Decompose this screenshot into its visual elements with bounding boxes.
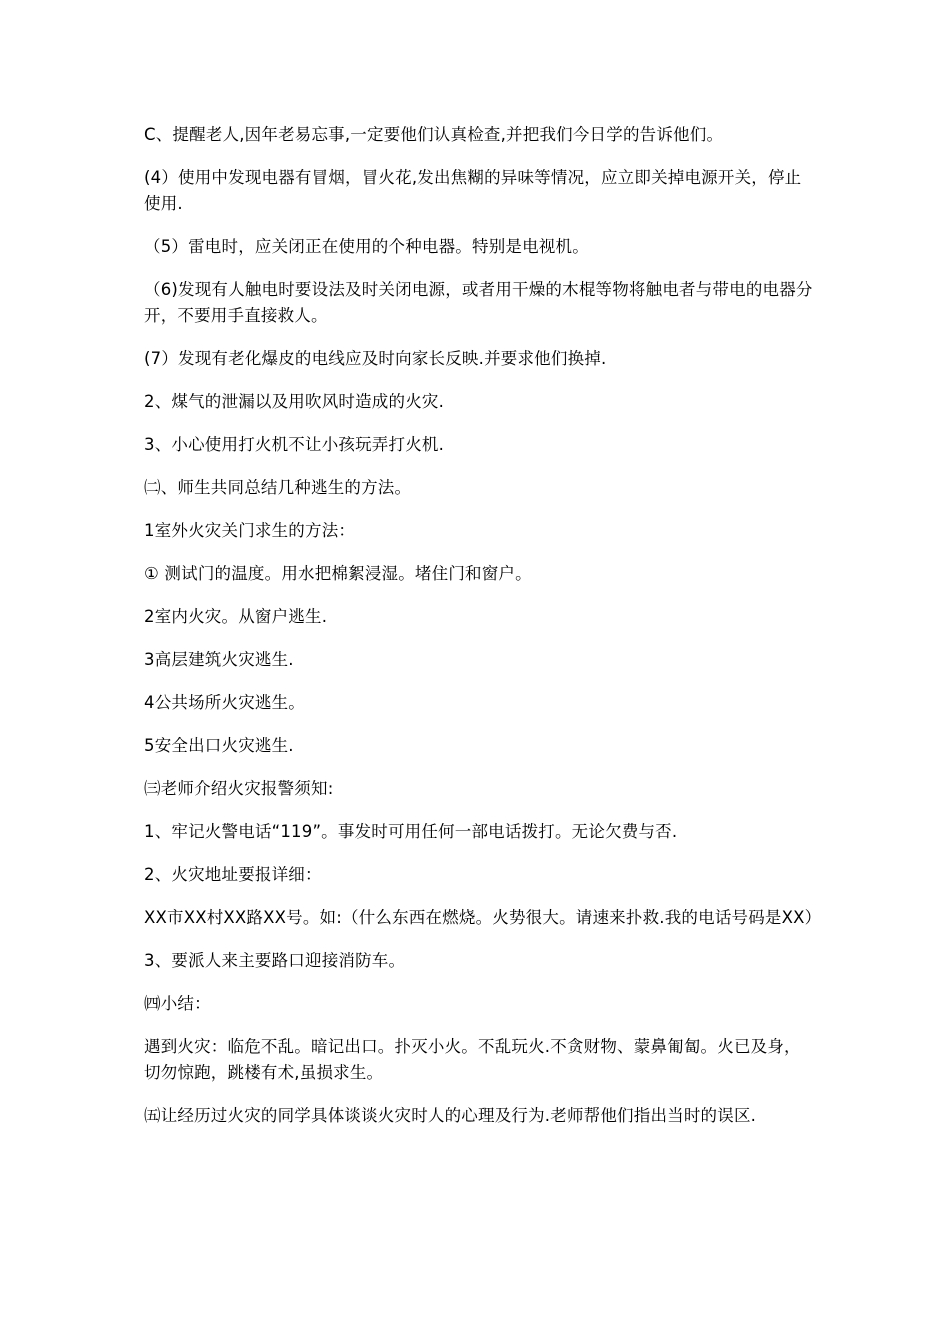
list-item-escape-2: 2室内火灾。从窗户逃生.	[144, 607, 328, 626]
paragraph-c-remind-elderly: C、提醒老人,因年老易忘事,一定要他们认真检查,并把我们今日学的告诉他们。	[144, 125, 724, 144]
list-item-escape-3: 3高层建筑火灾逃生.	[144, 650, 294, 669]
section-heading-escape-methods: ㈡、师生共同总结几种逃生的方法。	[144, 478, 412, 497]
paragraph-7-aging-wires: (7）发现有老化爆皮的电线应及时向家长反映.并要求他们换掉.	[144, 349, 607, 368]
list-item-escape-4: 4公共场所火灾逃生。	[144, 693, 305, 712]
section-heading-discussion: ㈤让经历过火灾的同学具体谈谈火灾时人的心理及行为.老师帮他们指出当时的误区.	[144, 1106, 757, 1125]
paragraph-5-thunderstorm: （5）雷电时，应关闭正在使用的个种电器。特别是电视机。	[144, 237, 589, 256]
address-example: XX市XX村XX路XX号。如:（什么东西在燃烧。火势很大。请速来扑救.我的电话号码是XX）	[144, 908, 822, 927]
paragraph-4-smoke-spark: (4）使用中发现电器有冒烟，冒火花,发出焦糊的异味等情况，应立即关掉电源开关，停止使用.	[144, 168, 802, 213]
paragraph-2-gas-leak: 2、煤气的泄漏以及用吹风时造成的火灾.	[144, 392, 445, 411]
list-item-escape-1-detail: ① 测试门的温度。用水把棉絮浸湿。堵住门和窗户。	[144, 564, 532, 583]
list-item-alarm-2: 2、火灾地址要报详细：	[144, 865, 322, 884]
list-item-alarm-3: 3、要派人来主要路口迎接消防车。	[144, 951, 406, 970]
list-item-alarm-1: 1、牢记火警电话“119”。事发时可用任何一部电话拨打。无论欠费与否.	[144, 822, 678, 841]
paragraph-6-electric-shock: （6)发现有人触电时要设法及时关闭电源，或者用干燥的木棍等物将触电者与带电的电器分开，不要用手直接救人。	[144, 280, 813, 325]
paragraph-3-lighter: 3、小心使用打火机不让小孩玩弄打火机.	[144, 435, 445, 454]
document-body	[144, 122, 822, 1146]
section-heading-fire-alarm: ㈢老师介绍火灾报警须知:	[144, 779, 334, 798]
list-item-escape-5: 5安全出口火灾逃生.	[144, 736, 294, 755]
section-heading-summary: ㈣小结：	[144, 994, 211, 1013]
summary-text: 遇到火灾：临危不乱。暗记出口。扑灭小火。不乱玩火.不贪财物、蒙鼻匍匐。火已及身，切勿惊跑，跳楼有术,虽损求生。	[144, 1037, 801, 1082]
list-item-escape-1: 1室外火灾关门求生的方法：	[144, 521, 356, 540]
